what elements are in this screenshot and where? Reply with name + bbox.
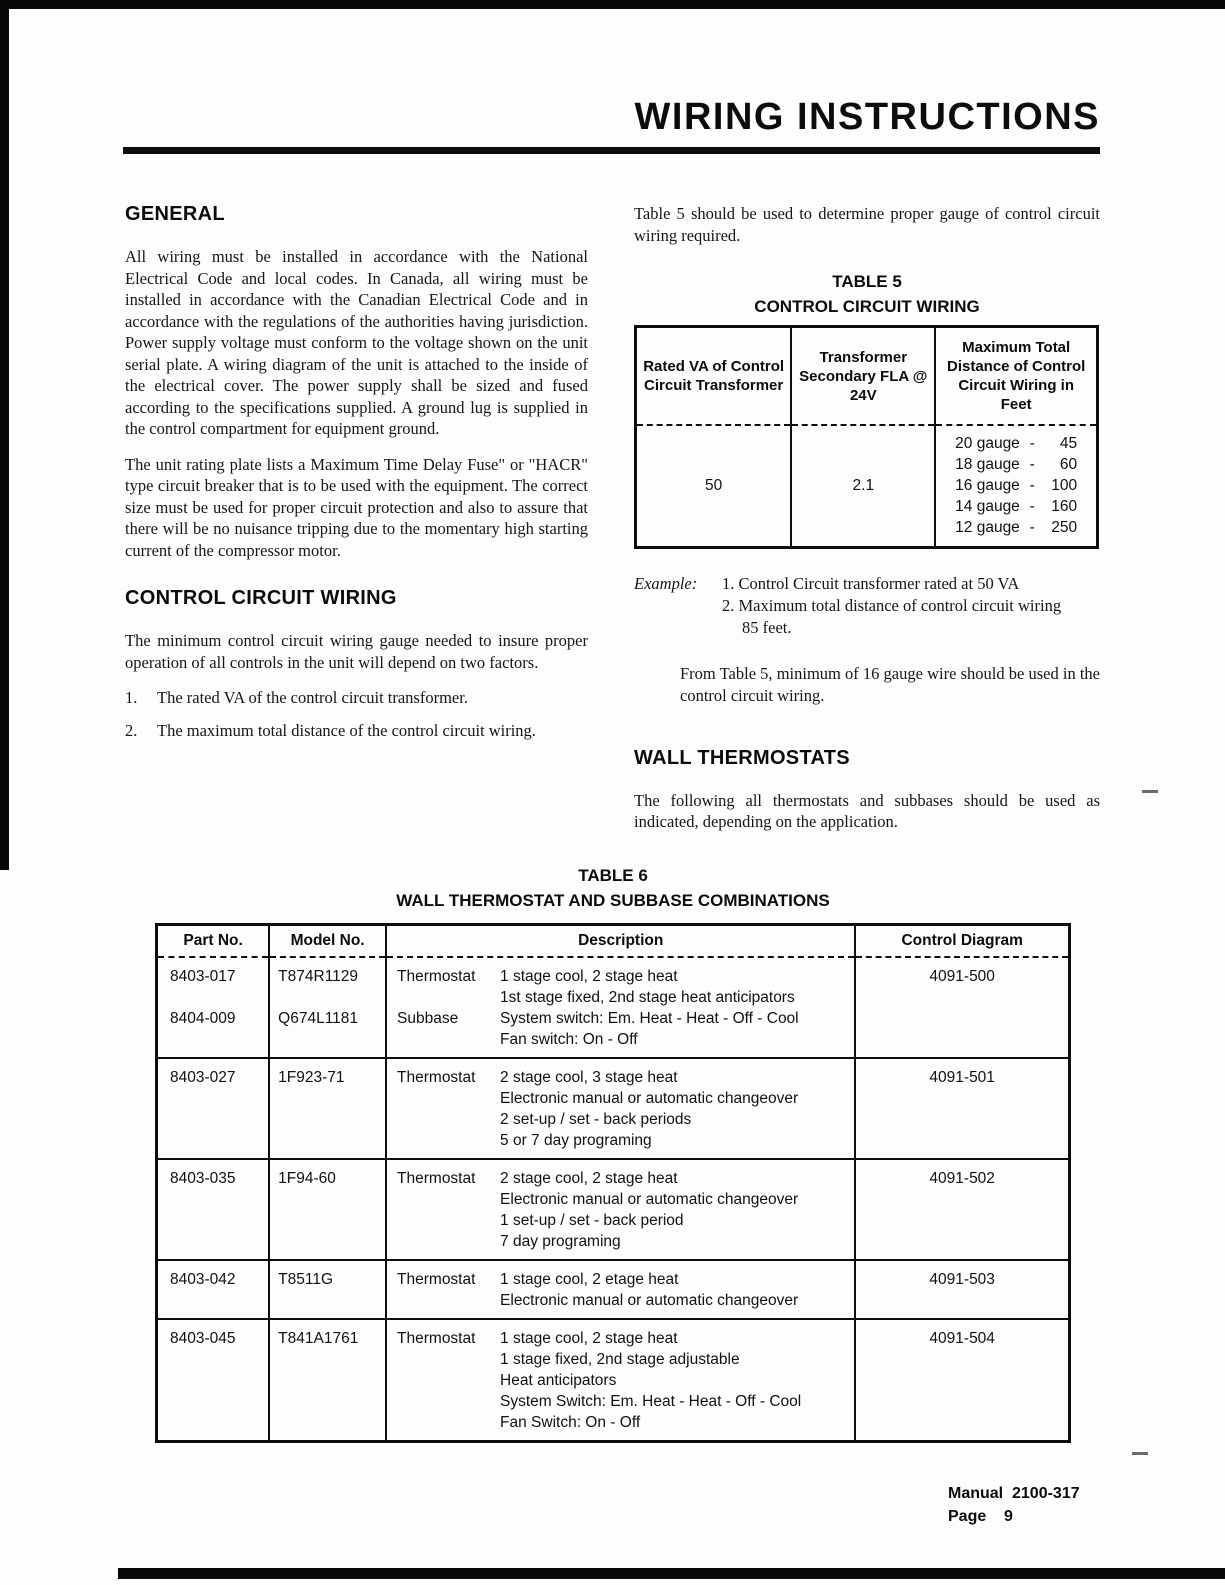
description-text: 1st stage fixed, 2nd stage heat anticipators: [500, 989, 795, 1006]
part-no: 8404-009: [170, 1010, 236, 1027]
description-type-label: Thermostat: [397, 1271, 476, 1288]
scan-artifact-dash: [1132, 1452, 1148, 1455]
description-text: 2 set-up / set - back periods: [500, 1111, 692, 1128]
cell-description: [386, 1319, 855, 1442]
general-heading: GENERAL: [125, 203, 225, 225]
factor-item: [125, 687, 588, 709]
cell-model-no: [269, 1159, 386, 1260]
table6-header-description: Description: [386, 925, 855, 958]
general-paragraph-1: All wiring must be installed in accordance with the National Electrical Code and local codes. In Canada, all wiring must be installed in accordance with the Canadian Electrical Code and in accordance with the regulations of the authorities having jurisdiction. Power supply voltage must conform to the voltage shown on the unit serial plate. A wiring diagram of the unit is attached to the inside of the electrical cover. The power supply shall be sized and fused according to the specifications supplied. A ground lug is supplied in the control compartment for equipment ground.: [125, 247, 588, 438]
model-no: Q674L1181: [278, 1010, 359, 1027]
description-type-label: Thermostat: [397, 1170, 476, 1187]
cell-part-no: [157, 1058, 270, 1159]
description-text: System Switch: Em. Heat - Heat - Off - Cool: [500, 1393, 802, 1410]
description-line: [397, 987, 848, 1008]
part-no: 8403-017: [170, 968, 236, 985]
table5-header-rated-va: Rated VA of Control Circuit Transformer: [636, 327, 792, 426]
table6-caption: TABLE 6: [578, 866, 648, 885]
thermostat-subbase-table: [155, 923, 1071, 1443]
cell-model-no: [269, 957, 386, 1058]
scan-artifact-left-bar: [0, 0, 9, 870]
table5-header-fla: Transformer Secondary FLA @ 24V: [791, 327, 935, 426]
model-no: T874R1129: [278, 968, 359, 985]
description-line: [397, 1231, 848, 1252]
cell-model-no: [269, 1319, 386, 1442]
table5-subcaption: CONTROL CIRCUIT WIRING: [754, 297, 980, 316]
description-type-label: [397, 1231, 500, 1252]
factor-number: 1.: [125, 688, 138, 707]
description-type-label: [397, 987, 500, 1008]
cell-control-diagram: 4091-501: [855, 1058, 1069, 1159]
description-type-label: Subbase: [397, 1010, 459, 1027]
gauge-name: 14 gauge: [955, 498, 1020, 516]
part-no: 8403-042: [170, 1271, 236, 1288]
scan-artifact-top-bar: [0, 0, 1225, 9]
description-line: [397, 1008, 848, 1029]
gauge-line: [955, 496, 1077, 517]
description-line: [397, 1168, 848, 1189]
description-text: 7 day programing: [500, 1233, 621, 1250]
table6-header-part-no: Part No.: [157, 925, 270, 958]
factor-text: The rated VA of the control circuit transformer.: [157, 688, 468, 707]
cell-part-no: [157, 1159, 270, 1260]
description-line: [397, 1029, 848, 1050]
gauge-name: 18 gauge: [955, 456, 1020, 474]
gauge-distance: 250: [1051, 519, 1078, 537]
cell-description: [386, 1159, 855, 1260]
table6-header-control-diagram: Control Diagram: [855, 925, 1069, 958]
description-text: Heat anticipators: [500, 1372, 617, 1389]
right-column: [634, 203, 1100, 833]
description-line: [397, 1189, 848, 1210]
cell-control-diagram: 4091-503: [855, 1260, 1069, 1319]
description-type-label: Thermostat: [397, 1330, 476, 1347]
table5-cell-rated-va: 50: [636, 425, 792, 547]
description-text: Electronic manual or automatic changeover: [500, 1292, 799, 1309]
table6-row: [157, 1260, 1070, 1319]
table6-body: [157, 957, 1070, 1442]
scan-artifact-bottom-bar: [118, 1568, 1225, 1579]
description-type-label: [397, 1189, 500, 1210]
cell-part-no: [157, 1260, 270, 1319]
description-text: Electronic manual or automatic changeover: [500, 1191, 799, 1208]
page-footer: [948, 1482, 1080, 1528]
cell-model-no: [269, 1058, 386, 1159]
factor-text: The maximum total distance of the control circuit wiring.: [157, 720, 536, 740]
model-no: 1F94-60: [278, 1170, 336, 1187]
gauge-dash: -: [1029, 477, 1035, 495]
description-type-label: [397, 1029, 500, 1050]
control-circuit-intro: The minimum control circuit wiring gauge needed to insure proper operation of all controls in the unit will depend on two factors.: [125, 631, 588, 672]
part-no: 8403-035: [170, 1170, 236, 1187]
table5-header-distance: Maximum Total Distance of Control Circuit Wiring in Feet: [935, 327, 1097, 426]
description-text: 1 stage cool, 2 etage heat: [500, 1271, 679, 1288]
description-type-label: [397, 1349, 500, 1370]
factor-number: 2.: [125, 720, 138, 740]
description-line: [397, 966, 848, 987]
part-no: 8403-045: [170, 1330, 236, 1347]
gauge-list: [955, 433, 1077, 538]
scan-artifact-dash: [1142, 790, 1158, 793]
example-item: 2. Maximum total distance of control circuit wiring 85 feet.: [722, 595, 1062, 637]
example-items: [722, 573, 1070, 639]
cell-control-diagram: 4091-502: [855, 1159, 1069, 1260]
description-line: [397, 1391, 848, 1412]
description-line: [397, 1412, 848, 1433]
table5-cell-fla: 2.1: [791, 425, 935, 547]
table5-intro: Table 5 should be used to determine proper gauge of control circuit wiring required.: [634, 204, 1100, 245]
model-no: 1F923-71: [278, 1069, 345, 1086]
general-paragraph-2: The unit rating plate lists a Maximum Time Delay Fuse" or "HACR" type circuit breaker that is to be used with the equipment. The correct size must be used for proper circuit protection and also to assure that there will be no nuisance tripping due to the momentary high starting current of the compressor motor.: [125, 454, 588, 560]
description-text: Fan Switch: On - Off: [500, 1414, 641, 1431]
factor-list: [125, 687, 588, 741]
description-line: [397, 1130, 848, 1151]
gauge-dash: -: [1029, 435, 1035, 453]
left-column: [125, 203, 588, 741]
gauge-name: 12 gauge: [955, 519, 1020, 537]
description-line: [397, 1290, 848, 1311]
cell-control-diagram: 4091-500: [855, 957, 1069, 1058]
page-title: WIRING INSTRUCTIONS: [634, 96, 1100, 138]
cell-part-no: [157, 957, 270, 1058]
description-text: 1 stage cool, 2 stage heat: [500, 968, 678, 985]
control-circuit-wiring-heading: CONTROL CIRCUIT WIRING: [125, 587, 397, 609]
description-line: [397, 1269, 848, 1290]
table6-header-model-no: Model No.: [269, 925, 386, 958]
table6-header-row: [157, 925, 1070, 958]
description-line: [397, 1109, 848, 1130]
description-type-label: Thermostat: [397, 968, 476, 985]
gauge-name: 20 gauge: [955, 435, 1020, 453]
footer-page-number: Page 9: [948, 1508, 1013, 1525]
model-no: T8511G: [278, 1271, 334, 1288]
description-type-label: [397, 1391, 500, 1412]
table5-header-row: [636, 327, 1098, 426]
part-no: 8403-027: [170, 1069, 236, 1086]
table6-row: [157, 957, 1070, 1058]
gauge-distance: 160: [1051, 498, 1078, 516]
title-rule: [123, 147, 1100, 154]
gauge-dash: -: [1029, 456, 1035, 474]
description-text: System switch: Em. Heat - Heat - Off - Cool: [500, 1010, 799, 1027]
description-type-label: [397, 1109, 500, 1130]
description-text: 1 stage fixed, 2nd stage adjustable: [500, 1351, 740, 1368]
description-type-label: [397, 1210, 500, 1231]
description-type-label: Thermostat: [397, 1069, 476, 1086]
description-text: 5 or 7 day programing: [500, 1132, 652, 1149]
gauge-dash: -: [1029, 519, 1035, 537]
wall-thermostats-heading: WALL THERMOSTATS: [634, 746, 850, 769]
gauge-line: [955, 475, 1077, 496]
example-label: Example:: [634, 573, 698, 593]
description-line: [397, 1349, 848, 1370]
description-line: [397, 1328, 848, 1349]
footer-manual-number: Manual 2100-317: [948, 1485, 1080, 1502]
cell-model-no: [269, 1260, 386, 1319]
gauge-line: [955, 433, 1077, 454]
gauge-dash: -: [1029, 498, 1035, 516]
gauge-name: 16 gauge: [955, 477, 1020, 495]
description-type-label: [397, 1370, 500, 1391]
description-line: [397, 1067, 848, 1088]
gauge-line: [955, 454, 1077, 475]
gauge-distance: 45: [1059, 435, 1078, 453]
description-text: Fan switch: On - Off: [500, 1031, 638, 1048]
wall-thermostats-intro: The following all thermostats and subbases should be used as indicated, depending on the application.: [634, 790, 1100, 831]
cell-part-no: [157, 1319, 270, 1442]
description-type-label: [397, 1130, 500, 1151]
factor-item: [125, 720, 588, 742]
description-line: [397, 1370, 848, 1391]
description-line: [397, 1210, 848, 1231]
control-circuit-wiring-table: [634, 325, 1099, 549]
description-text: 2 stage cool, 2 stage heat: [500, 1170, 678, 1187]
cell-description: [386, 1260, 855, 1319]
table6-row: [157, 1319, 1070, 1442]
example-item: 1. Control Circuit transformer rated at 50 VA: [722, 573, 1020, 593]
description-text: 2 stage cool, 3 stage heat: [500, 1069, 678, 1086]
description-text: 1 stage cool, 2 stage heat: [500, 1330, 678, 1347]
gauge-distance: 100: [1051, 477, 1078, 495]
cell-description: [386, 957, 855, 1058]
description-text: Electronic manual or automatic changeover: [500, 1090, 799, 1107]
table6-subcaption: WALL THERMOSTAT AND SUBBASE COMBINATIONS: [396, 891, 830, 910]
cell-control-diagram: 4091-504: [855, 1319, 1069, 1442]
example-block: [634, 573, 1100, 639]
description-type-label: [397, 1412, 500, 1433]
description-line: [397, 1088, 848, 1109]
description-text: 1 set-up / set - back period: [500, 1212, 684, 1229]
model-no: T841A1761: [278, 1330, 359, 1347]
table5-data-row: [636, 425, 1098, 547]
table5-cell-gauges: [935, 425, 1097, 547]
table6-row: [157, 1058, 1070, 1159]
table5-conclusion: From Table 5, minimum of 16 gauge wire should be used in the control circuit wiring.: [680, 663, 1100, 705]
cell-description: [386, 1058, 855, 1159]
gauge-distance: 60: [1059, 456, 1078, 474]
description-type-label: [397, 1088, 500, 1109]
table6-block: [155, 866, 1071, 1443]
table6-row: [157, 1159, 1070, 1260]
gauge-line: [955, 517, 1077, 538]
description-type-label: [397, 1290, 500, 1311]
table5-caption: TABLE 5: [832, 272, 902, 291]
